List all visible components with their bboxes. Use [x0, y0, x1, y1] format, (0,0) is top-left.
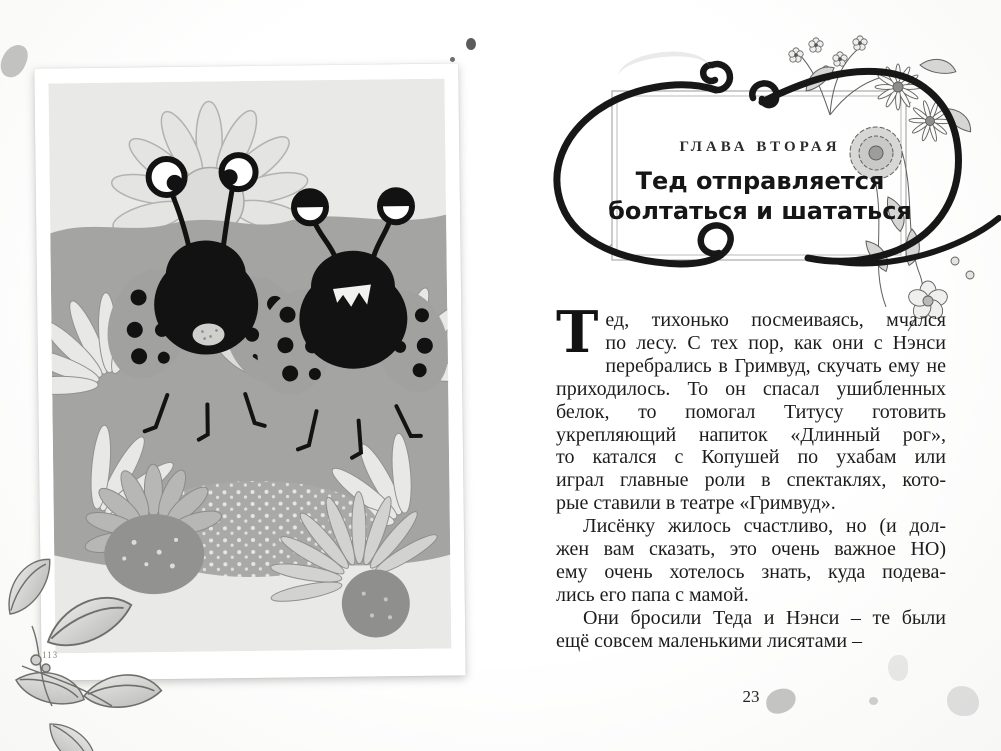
- body-line: Они бросили Теда и Нэнси – те были: [583, 606, 946, 629]
- body-line: играл главные роли в спектаклях, кото-: [556, 469, 946, 492]
- ink-stain: [947, 686, 979, 716]
- body-line: жен вам сказать, это очень важное НО): [556, 538, 946, 561]
- paragraph: [556, 299, 946, 515]
- drop-cap: Т: [556, 299, 599, 366]
- body-line: рые ставили в театре «Гримвуд».: [556, 492, 836, 515]
- body-line: белок, то помогал Титусу готовить: [556, 400, 946, 423]
- paragraph: [556, 515, 946, 607]
- chapter-title-line: болтаться и шататься: [608, 197, 912, 225]
- ink-stain: [450, 57, 455, 62]
- body-line: укрепляющий напиток «Длинный рог»,: [556, 423, 946, 446]
- right-page-number: 23: [742, 687, 760, 706]
- body-line: перебрались в Гримвуд, скучать ему не: [605, 354, 946, 377]
- body-line: лись его папа с мамой.: [556, 583, 749, 606]
- body-line: ед, тихонько посмеиваясь, мчался: [605, 309, 946, 331]
- body-line: то катался с Копушей по ухабам или: [556, 446, 946, 469]
- body-text: [556, 299, 946, 653]
- body-line: приходилось. То он спасал ушибленных: [556, 377, 946, 400]
- chapter-title: [575, 166, 945, 226]
- swirl-ribbon: [557, 64, 999, 264]
- ink-stain: [888, 655, 908, 681]
- body-line: по лесу. С тех пор, как они с Нэнси: [605, 331, 946, 354]
- ink-stain: [0, 41, 31, 81]
- bottom-left-leaves: [0, 556, 184, 751]
- paragraph: [556, 607, 946, 653]
- body-line: ему очень хотелось знать, куда подева-: [556, 560, 946, 583]
- body-line: ещё совсем маленькими лисятами –: [556, 629, 863, 652]
- ink-stain: [466, 38, 476, 50]
- chapter-title-line: Тед отправляется: [635, 167, 885, 195]
- left-page-number: 113: [42, 650, 59, 660]
- chapter-label: ГЛАВА ВТОРАЯ: [679, 139, 841, 155]
- body-line: Лисёнку жилось счастливо, но (и дол-: [583, 515, 946, 538]
